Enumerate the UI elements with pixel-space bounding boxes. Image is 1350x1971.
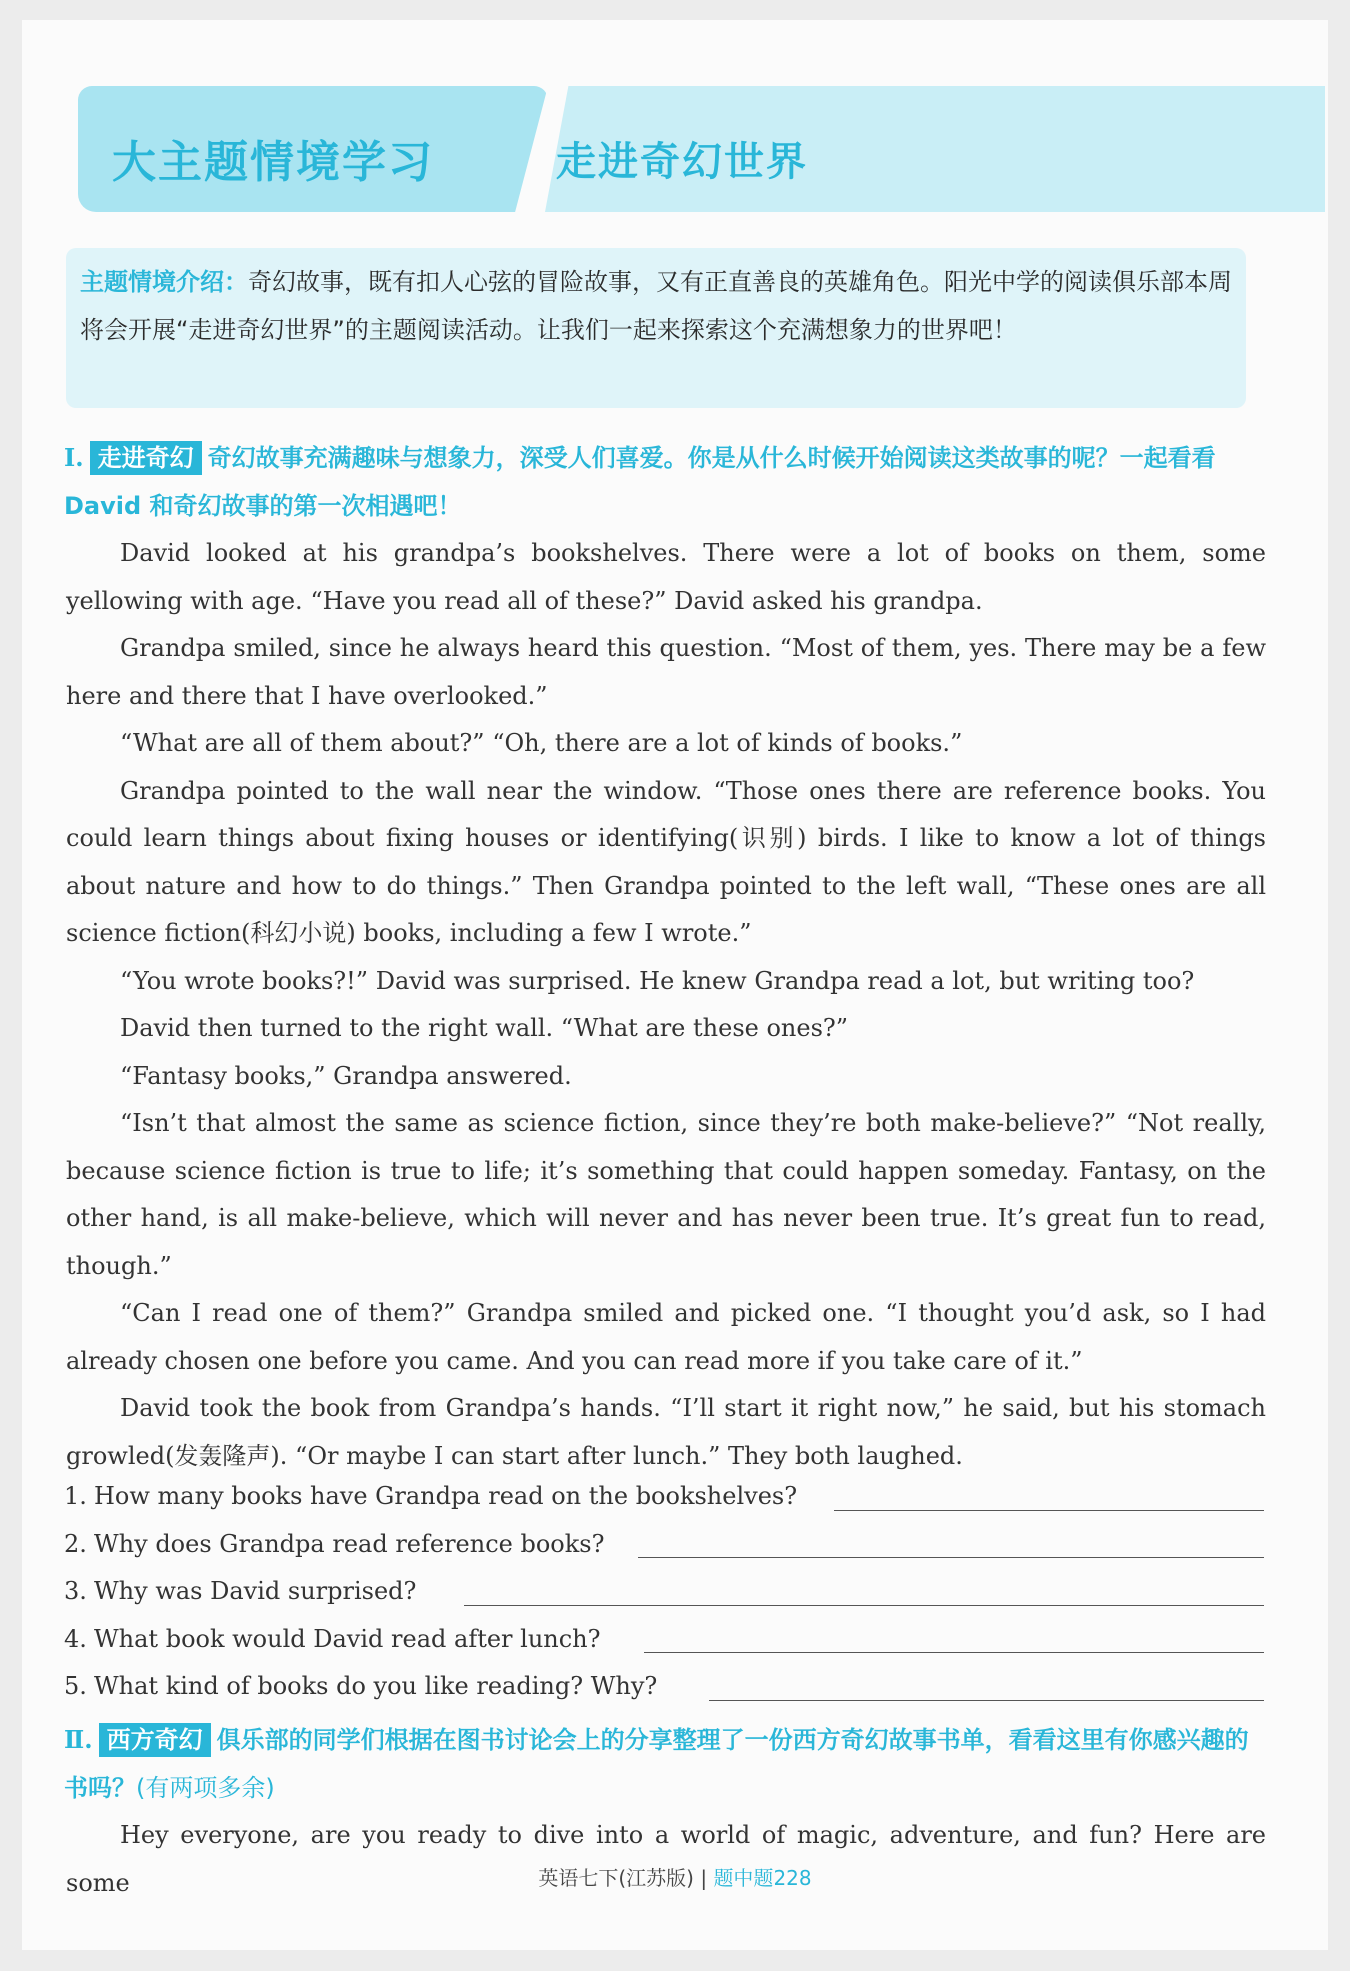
passage-paragraph: “What are all of them about?” “Oh, there are a lot of kinds of books.” (120, 729, 963, 757)
section-2-note: (有两项多余) (136, 1774, 275, 1802)
passage-paragraph: David then turned to the right wall. “What are these ones?” (120, 1014, 849, 1042)
question-number: 2. (64, 1529, 87, 1558)
answer-line[interactable] (638, 1557, 1264, 1558)
answer-line[interactable] (464, 1605, 1264, 1606)
passage-paragraph: David took the book from Grandpa’s hands. “I’ll start it right now,” he said, but his stomach growled(发轰隆声). “Or maybe I can start after lunch.” They both laughed. (66, 1394, 1266, 1470)
page-number: 228 (773, 1866, 812, 1890)
question-number: 5. (64, 1672, 87, 1700)
passage-paragraph: Grandpa smiled, since he always heard this question. “Most of them, yes. There may be a few here and there that I have overlooked.” (66, 634, 1266, 710)
passage-2 (66, 1812, 1266, 1907)
answer-line[interactable] (834, 1510, 1264, 1511)
passage-paragraph: “Isn’t that almost the same as science fiction, since they’re both make-believe?” “Not really, because science fiction is true to life; it’s something that could happen someday. Fantasy, on the other hand, is all make-believe, which will never and has never been true. It’s great fun to read, though.” (66, 1109, 1266, 1280)
section-2-numeral: Ⅱ. (64, 1725, 93, 1754)
answer-line[interactable] (709, 1700, 1264, 1701)
section-2-tag: 西方奇幻 (99, 1723, 211, 1757)
section-2-heading (64, 1716, 1264, 1812)
section-1-heading (64, 434, 1264, 530)
section-1-numeral: Ⅰ. (64, 443, 84, 472)
question-item (64, 1473, 1264, 1521)
question-number: 1. (64, 1482, 87, 1510)
page-footer (0, 1862, 1350, 1891)
passage-2-paragraph: Hey everyone, are you ready to dive into a world of magic, adventure, and fun? Here are some (66, 1821, 1266, 1897)
passage-paragraph: David looked at his grandpa’s bookshelves. There were a lot of books on them, some yellowing with age. “Have you read all of these?” David asked his grandpa. (66, 539, 1266, 615)
answer-line[interactable] (644, 1652, 1264, 1653)
footer-series: 题中题 (713, 1866, 774, 1890)
question-item (64, 1568, 1264, 1616)
section-2-instruction: 俱乐部的同学们根据在图书讨论会上的分享整理了一份西方奇幻故事书单，看看这里有你感兴趣的书吗？ (64, 1726, 1249, 1802)
passage-paragraph: Grandpa pointed to the wall near the window. “Those ones there are reference books. You could learn things about fixing houses or identifying(识别) birds. I like to know a lot of things about nature and how to do things.” Then Grandpa pointed to the left wall, “These ones are all science fiction(科幻小说) books, including a few I wrote.” (66, 776, 1266, 947)
question-text: How many books have Grandpa read on the bookshelves? (94, 1482, 798, 1510)
section-1-tag: 走进奇幻 (90, 441, 202, 475)
questions-list (64, 1473, 1264, 1711)
intro-label: 主题情境介绍： (80, 268, 248, 296)
question-text: What kind of books do you like reading? Why? (94, 1672, 658, 1700)
question-item (64, 1663, 1264, 1711)
footer-book-title: 英语七下(江苏版) (538, 1866, 694, 1890)
passage (66, 530, 1266, 1480)
intro-text-block (80, 258, 1240, 354)
passage-paragraph: “Fantasy books,” Grandpa answered. (120, 1061, 572, 1090)
intro-text: 奇幻故事，既有扣人心弦的冒险故事，又有正直善良的英雄角色。阳光中学的阅读俱乐部本周将会开展“走进奇幻世界”的主题阅读活动。让我们一起来探索这个充满想象力的世界吧！ (80, 268, 1232, 344)
banner-subtitle: 走进奇幻世界 (556, 139, 808, 185)
footer-separator: | (700, 1866, 708, 1890)
question-number: 3. (64, 1577, 87, 1605)
passage-paragraph: “You wrote books?!” David was surprised. He knew Grandpa read a lot, but writing too? (120, 966, 1195, 995)
question-number: 4. (64, 1624, 87, 1653)
question-item (64, 1521, 1264, 1569)
question-text: What book would David read after lunch? (94, 1624, 601, 1653)
question-item (64, 1616, 1264, 1664)
section-1-instruction: 奇幻故事充满趣味与想象力，深受人们喜爱。你是从什么时候开始阅读这类故事的呢？一起看看 David 和奇幻故事的第一次相遇吧！ (64, 444, 1216, 520)
question-text: Why does Grandpa read reference books? (94, 1529, 605, 1558)
banner-title: 大主题情境学习 (112, 137, 434, 188)
passage-paragraph: “Can I read one of them?” Grandpa smiled and picked one. “I thought you’d ask, so I had already chosen one before you came. And you can read more if you take care of it.” (66, 1299, 1266, 1375)
question-text: Why was David surprised? (94, 1577, 417, 1605)
